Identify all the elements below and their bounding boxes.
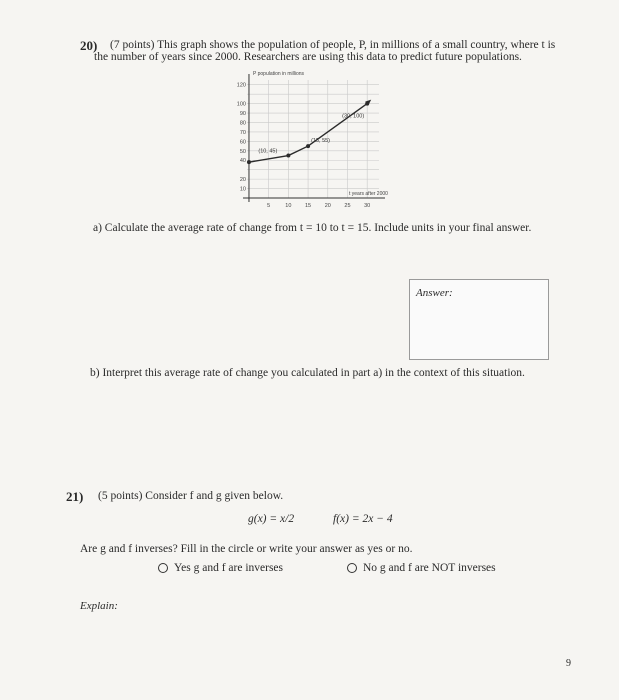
- y-tick-label: 100: [236, 101, 246, 108]
- data-point: [247, 160, 251, 164]
- data-point-label: (15, 55): [311, 138, 331, 145]
- y-tick-label: 90: [239, 111, 246, 118]
- x-tick-label: 10: [285, 203, 292, 209]
- option-yes-label: Yes g and f are inverses: [174, 562, 284, 574]
- question-20-prompt-line2: the number of years since 2000. Researchers are using this data to predict future populations.: [94, 51, 522, 63]
- question-21-number: 21): [66, 489, 84, 504]
- explain-label: Explain:: [80, 600, 118, 612]
- option-no[interactable]: [347, 561, 496, 575]
- data-point-label: (10, 45): [258, 148, 278, 155]
- x-tick-label: 25: [344, 203, 351, 209]
- option-no-label: No g and f are NOT inverses: [363, 562, 496, 574]
- question-21-instructions: Are g and f inverses? Fill in the circle or write your answer as yes or no.: [80, 543, 413, 555]
- part-b-prompt: b) Interpret this average rate of change you calculated in part a) in the context of this situation.: [90, 367, 525, 379]
- data-point: [286, 154, 290, 158]
- question-20-number: 20): [80, 38, 98, 53]
- question-20-prompt-line1: (7 points) This graph shows the population of people, P, in millions of a small country, where t is: [110, 39, 556, 51]
- answer-box[interactable]: [409, 279, 549, 360]
- y-tick-label: 70: [239, 129, 246, 136]
- population-graph: [225, 66, 395, 216]
- f-definition: f(x) = 2x − 4: [333, 513, 393, 525]
- y-tick-label: 20: [239, 177, 246, 184]
- y-tick-label: 40: [239, 158, 246, 165]
- x-tick-label: 15: [305, 203, 312, 209]
- page-number: 9: [566, 658, 571, 669]
- question-21-prompt: (5 points) Consider f and g given below.: [98, 490, 284, 502]
- y-tick-label: 60: [239, 139, 246, 146]
- y-tick-label: 120: [236, 82, 246, 89]
- x-axis-title: t years after 2000: [349, 191, 388, 197]
- g-definition: g(x) = x/2: [248, 513, 295, 525]
- x-tick-label: 5: [267, 203, 271, 209]
- x-tick-label: 20: [324, 203, 331, 209]
- y-axis-title: P population in millions: [252, 71, 305, 77]
- y-tick-label: 10: [239, 186, 246, 193]
- radio-yes[interactable]: [158, 563, 168, 573]
- answer-label: Answer:: [416, 287, 453, 299]
- data-point: [365, 102, 369, 106]
- option-yes[interactable]: [158, 561, 283, 575]
- part-a-prompt: a) Calculate the average rate of change from t = 10 to t = 15. Include units in your final answer.: [93, 222, 532, 234]
- y-tick-label: 80: [239, 120, 246, 127]
- radio-no[interactable]: [347, 563, 357, 573]
- data-point: [306, 144, 310, 148]
- x-tick-label: 30: [364, 203, 371, 209]
- data-point-label: (30, 100): [342, 113, 365, 120]
- y-tick-label: 50: [239, 148, 246, 155]
